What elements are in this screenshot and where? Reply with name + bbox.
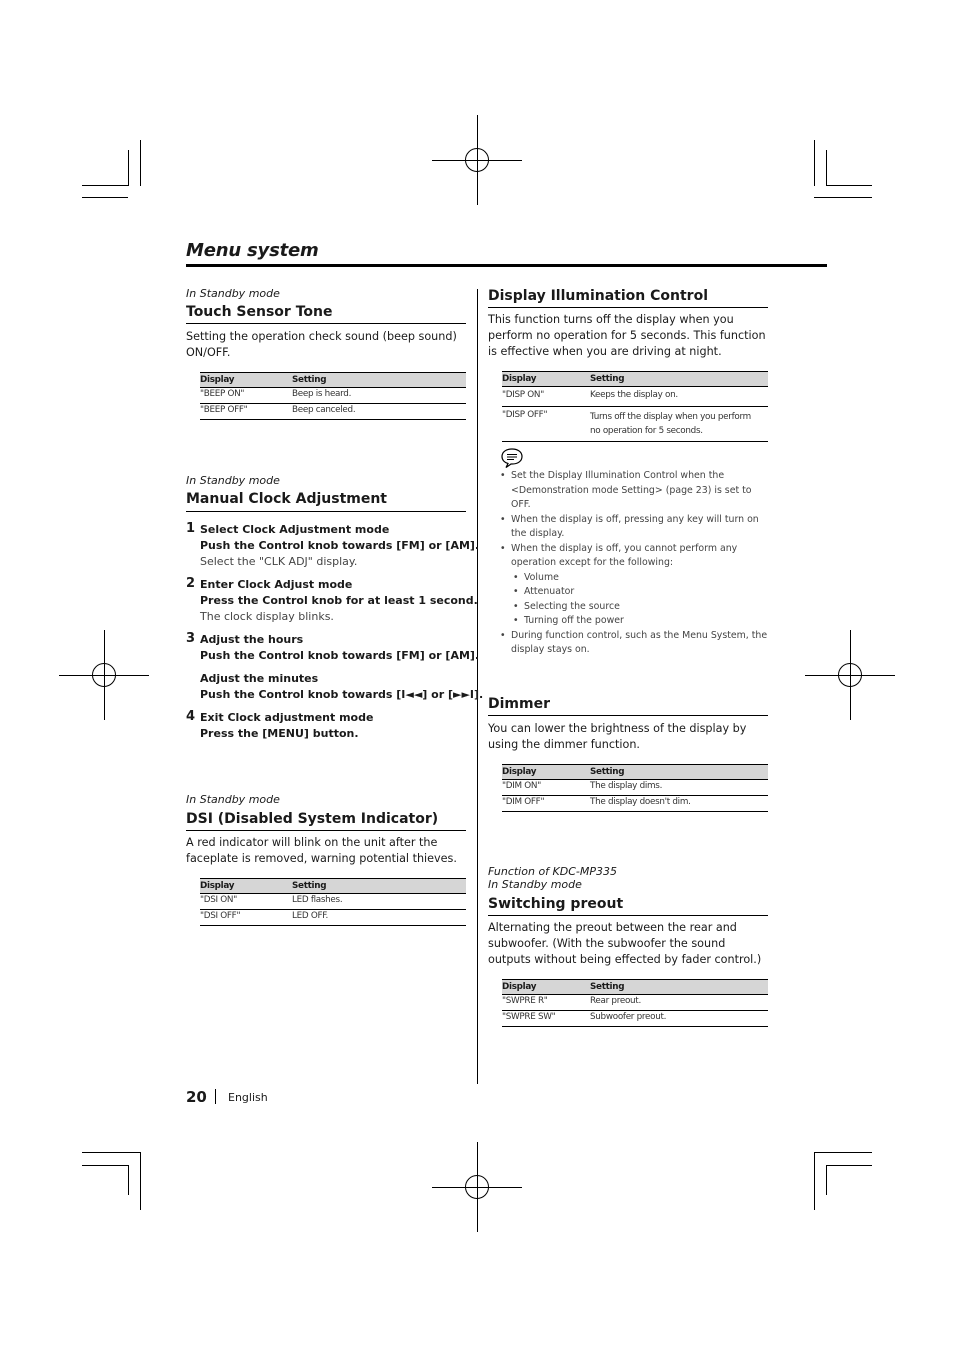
table-cell: LED flashes. [292,894,466,910]
registration-mark-bottom [432,1142,522,1232]
table-row [502,796,768,812]
note-sub-text: Volume [524,571,559,583]
heading-rule [488,307,768,308]
heading-rule [186,830,466,831]
dimmer-description: You can lower the brightness of the display by using the dimmer function. [488,722,747,751]
note-item: • When the display is off, pressing any key will turn on the display. [500,513,759,539]
note-sub-text: Attenuator [524,586,575,597]
display-illum-notes [500,469,768,658]
display-illum-table [502,371,768,442]
table-cell: "DSI OFF" [200,910,292,926]
table-cell: Keeps the display on. [590,387,768,407]
step-result: Select the "CLK ADJ" display. [200,555,358,568]
step-action: Push the Control knob towards [FM] or [AM]. [200,649,480,662]
heading-rule [186,511,466,512]
step-result: The clock display blinks. [200,610,334,623]
preout-table [502,979,768,1027]
step-title: Select Clock Adjustment mode [200,523,390,536]
clock-heading: Manual Clock Adjustment [186,491,387,507]
table-row [502,407,768,442]
table-cell: "BEEP ON" [200,388,292,404]
step-action: Press the [MENU] button. [200,727,359,740]
note-sub-item: • Selecting the source [513,600,620,612]
preout-description: Alternating the preout between the rear and subwoofer. (With the subwoofer the sound outputs without being effected by fader control.) [488,921,762,966]
heading-rule [488,715,768,716]
heading-rule [488,915,768,916]
registration-mark-top [432,115,522,205]
step-number: 4 [186,709,196,724]
touch-sensor-mode: In Standby mode [186,287,280,300]
table-row [502,780,768,796]
step-action: Press the Control knob for at least 1 second. [200,594,478,607]
registration-mark-left [59,630,149,720]
table-header: Setting [590,372,768,387]
table-cell: "SWPRE R" [502,995,590,1011]
step-number: 1 [186,521,196,536]
dsi-table [200,878,466,926]
note-item: • During function control, such as the Menu System, the display stays on. [500,629,768,655]
dimmer-heading: Dimmer [488,696,550,712]
table-cell: LED OFF. [292,910,466,926]
preout-heading: Switching preout [488,896,624,912]
table-header: Setting [292,373,466,388]
table-row [200,894,466,910]
table-cell: The display dims. [590,780,768,796]
page-number: 20 [186,1088,207,1106]
table-header: Display [502,980,590,995]
preout-mode: In Standby mode [488,878,582,891]
table-cell: "BEEP OFF" [200,404,292,420]
step-number: 2 [186,576,196,591]
table-cell: Beep canceled. [292,404,466,420]
dsi-heading: DSI (Disabled System Indicator) [186,811,439,827]
registration-mark-right [805,630,895,720]
column-divider [477,289,478,1084]
table-cell: Rear preout. [590,995,768,1011]
table-cell: Subwoofer preout. [590,1011,768,1027]
note-text: When the display is off, pressing any key will turn on the display. [511,513,759,539]
touch-sensor-table [200,372,466,420]
dimmer-table [502,764,768,812]
table-header: Display [200,373,292,388]
dsi-description: A red indicator will blink on the unit after the faceplate is removed, warning potential thieves. [186,836,457,865]
table-header: Display [502,372,590,387]
note-sub-text: Selecting the source [524,600,620,612]
preout-function-of: Function of KDC-MP335 [488,865,617,878]
display-illum-heading: Display Illumination Control [488,288,708,304]
step-title: Adjust the hours [200,633,304,646]
table-header: Display [502,765,590,780]
note-sub-item: • Turning off the power [513,615,624,626]
table-cell: "DISP OFF" [502,407,590,442]
table-cell: "SWPRE SW" [502,1011,590,1027]
touch-sensor-heading: Touch Sensor Tone [186,304,333,320]
note-sub-item: • Attenuator [513,586,575,597]
table-cell: "DIM ON" [502,780,590,796]
page-title: Menu system [186,240,319,261]
step-sub-action: Push the Control knob towards [I◄◄] or [►►I]. [200,688,484,701]
step-title: Exit Clock adjustment mode [200,711,374,724]
clock-mode: In Standby mode [186,474,280,487]
table-row [200,404,466,420]
table-row [502,1011,768,1027]
note-sub-item: • Volume [513,571,559,583]
note-icon [500,447,524,469]
step-number: 3 [186,631,196,646]
note-item: • Set the Display Illumination Control when the <Demonstration mode Setting> (page 23) is set to OFF. [500,470,752,510]
note-sub-text: Turning off the power [524,615,624,626]
step-sub-title: Adjust the minutes [200,672,319,685]
table-row [200,388,466,404]
table-cell: Turns off the display when you perform no operation for 5 seconds. [590,407,768,442]
table-cell: Beep is heard. [292,388,466,404]
display-illum-description: This function turns off the display when you perform no operation for 5 seconds. This function is effective when you are driving at night. [488,313,766,358]
table-row [502,387,768,407]
table-cell: The display doesn't dim. [590,796,768,812]
page-language: English [228,1091,268,1104]
table-header: Display [200,879,292,894]
table-header: Setting [590,765,768,780]
table-cell: "DIM OFF" [502,796,590,812]
table-header: Setting [590,980,768,995]
table-cell: "DSI ON" [200,894,292,910]
heading-rule [186,323,466,324]
footer-divider [215,1089,216,1104]
table-row [200,910,466,926]
table-cell: "DISP ON" [502,387,590,407]
step-action: Push the Control knob towards [FM] or [AM]. [200,539,480,552]
title-rule [186,264,827,267]
note-text: Set the Display Illumination Control when the <Demonstration mode Setting> (page 23) is set to OFF. [511,470,752,510]
table-header: Setting [292,879,466,894]
table-row [502,995,768,1011]
touch-sensor-description: Setting the operation check sound (beep sound) ON/OFF. [186,330,457,359]
note-item: • When the display is off, you cannot perform any operation except for the following: [500,542,738,568]
note-text: During function control, such as the Menu System, the display stays on. [511,629,768,655]
note-text: When the display is off, you cannot perform any operation except for the following: [511,542,738,568]
step-title: Enter Clock Adjust mode [200,578,353,591]
dsi-mode: In Standby mode [186,793,280,806]
